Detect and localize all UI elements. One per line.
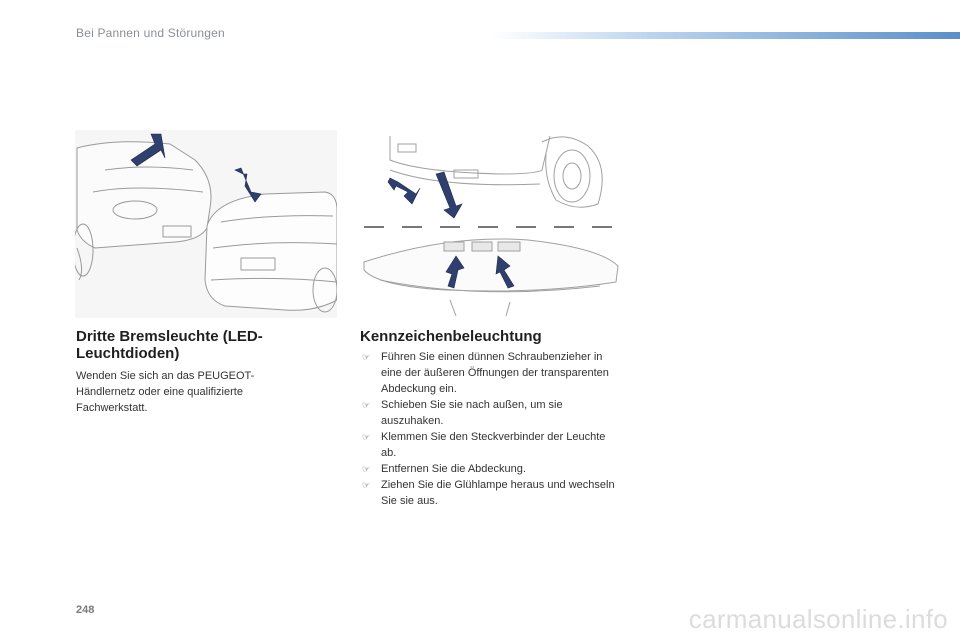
step-text: Schieben Sie sie nach außen, um sie auszuhaken. [381, 399, 563, 427]
brake-light-text: Wenden Sie sich an das PEUGEOT-Händlernetz oder eine qualifizierte Fachwerkstatt. [76, 370, 255, 414]
plate-light-steps [360, 349, 622, 509]
watermark: carmanualsonline.info [688, 604, 948, 634]
arrow-bullet-icon: ☞ [362, 480, 371, 490]
arrow-bullet-icon: ☞ [362, 400, 371, 410]
step-text: Ziehen Sie die Glühlampe heraus und wechseln Sie sie aus. [381, 479, 615, 507]
plate-light-heading: Kennzeichenbeleuchtung [360, 328, 542, 345]
list-item [360, 397, 622, 429]
brake-light-heading: Dritte Bremsleuchte (LED-Leuchtdioden) [76, 328, 263, 362]
list-item [360, 429, 622, 461]
arrow-bullet-icon: ☞ [362, 432, 371, 442]
arrow-bullet-icon: ☞ [362, 464, 371, 474]
plate-light-illustration [360, 130, 620, 318]
list-item [360, 477, 622, 509]
list-item [360, 349, 622, 397]
step-text: Klemmen Sie den Steckverbinder der Leuchte ab. [381, 431, 606, 459]
header-title: Bei Pannen und Störungen [76, 26, 225, 40]
list-item [360, 461, 622, 477]
header-accent-bar [492, 32, 960, 39]
brake-light-illustration [75, 130, 337, 318]
arrow-bullet-icon: ☞ [362, 352, 371, 362]
step-text: Führen Sie einen dünnen Schraubenzieher in eine der äußeren Öffnungen der transparenten Abdeckung ein. [381, 351, 609, 395]
page-number: 248 [76, 604, 95, 616]
step-text: Entfernen Sie die Abdeckung. [381, 463, 526, 475]
